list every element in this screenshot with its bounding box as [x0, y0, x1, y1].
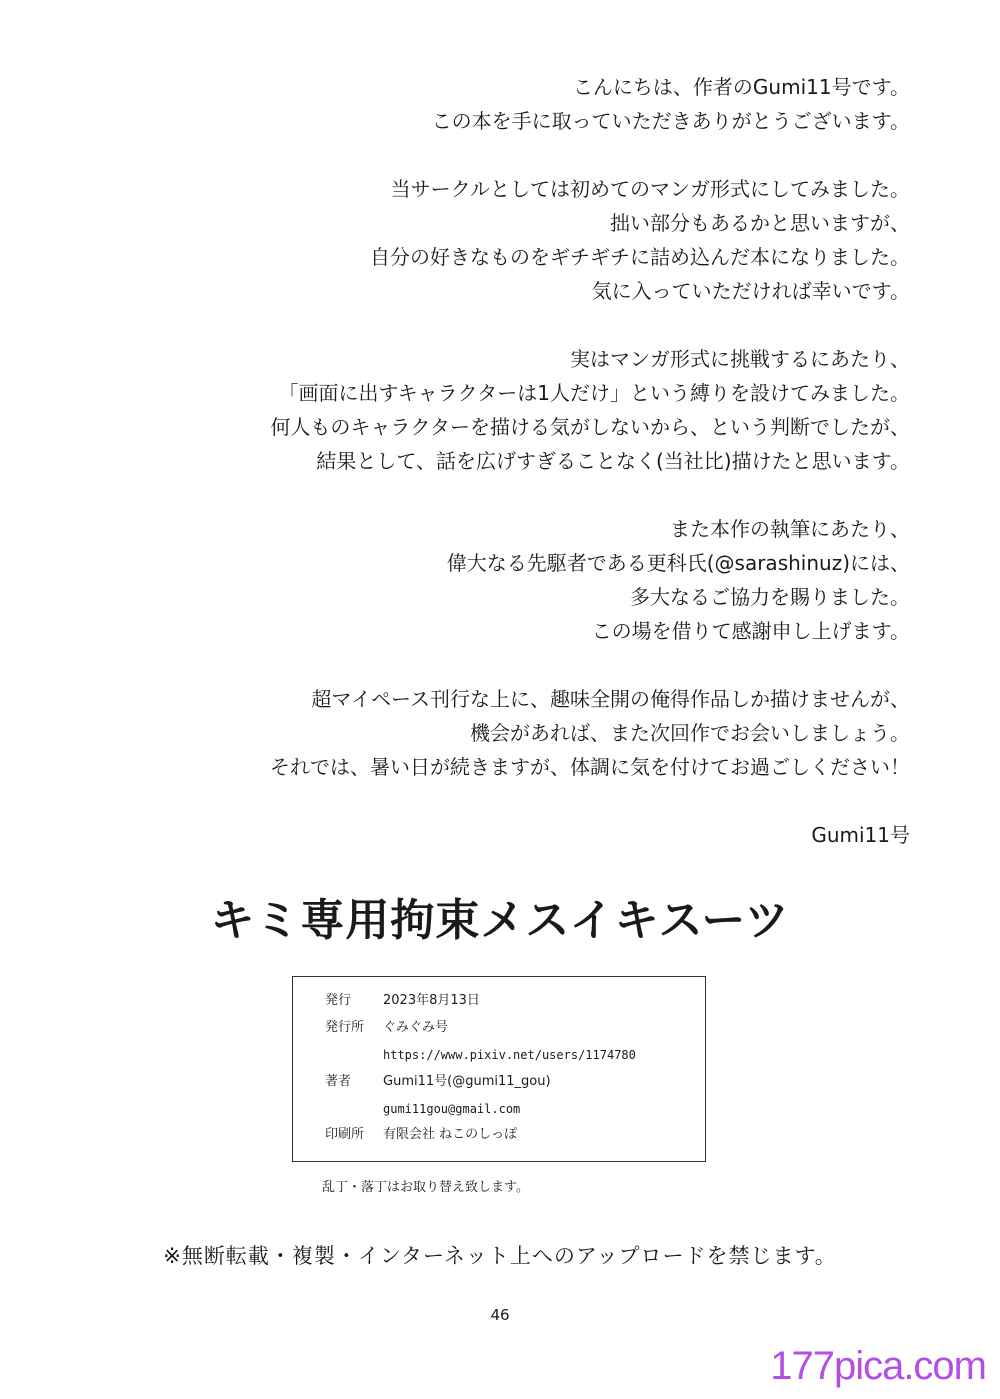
published-value: 2023年8月13日: [383, 993, 480, 1008]
colophon-row-printer: [325, 1123, 517, 1147]
afterword-line: 何人ものキャラクターを描ける気がしないから、という判断でしたが、: [270, 415, 910, 439]
afterword-paragraph-3: [50, 342, 910, 478]
colophon-row-url: [325, 1043, 636, 1067]
afterword-line: また本作の執筆にあたり、: [670, 517, 910, 541]
afterword-line: 「画面に出すキャラクターは1人だけ」という縛りを設けてみました。: [278, 381, 910, 405]
colophon-row-author: [325, 1070, 551, 1094]
afterword-paragraph-5: [50, 682, 910, 784]
colophon-note: 乱丁・落丁はお取り替え致します。: [322, 1180, 529, 1195]
publisher-url[interactable]: https://www.pixiv.net/users/1174780: [383, 1048, 636, 1062]
colophon-row-publisher: [325, 1016, 448, 1040]
colophon-row-published: [325, 989, 480, 1013]
afterword-line: 当サークルとしては初めてのマンガ形式にしてみました。: [390, 177, 910, 201]
publisher-label: 発行所: [325, 1020, 365, 1035]
afterword-line: この場を借りて感謝申し上げます。: [591, 619, 910, 643]
author-value: Gumi11号(@gumi11_gou): [383, 1074, 551, 1089]
author-label: 著者: [325, 1074, 352, 1089]
afterword-line: 多大なるご協力を賜りました。: [630, 585, 910, 609]
afterword-line: 機会があれば、また次回作でお会いしましょう。: [470, 721, 910, 745]
afterword-paragraph-1: [50, 70, 910, 138]
author-email[interactable]: gumi11gou@gmail.com: [383, 1102, 521, 1116]
colophon-row-email: [325, 1097, 520, 1121]
printer-value: 有限会社 ねこのしっぽ: [383, 1127, 518, 1142]
afterword-line: 超マイペース刊行な上に、趣味全開の俺得作品しか描けませんが、: [311, 687, 910, 711]
prohibition-notice: ※無断転載・複製・インターネット上へのアップロードを禁じます。: [163, 1244, 837, 1268]
afterword-line: 結果として、話を広げすぎることなく(当社比)描けたと思います。: [316, 449, 910, 473]
afterword-line: こんにちは、作者のGumi11号です。: [572, 75, 910, 99]
colophon-box: [292, 976, 706, 1162]
printer-label: 印刷所: [325, 1127, 365, 1142]
afterword-line: 気に入っていただければ幸いです。: [591, 279, 910, 303]
afterword-paragraph-4: [50, 512, 910, 648]
afterword-line: 拙い部分もあるかと思いますが、: [610, 211, 910, 235]
watermark-logo: 177pica.com: [770, 1344, 986, 1388]
afterword-line: 実はマンガ形式に挑戦するにあたり、: [570, 347, 910, 371]
afterword-line: それでは、暑い日が続きますが、体調に気を付けてお過ごしください！: [270, 755, 910, 779]
afterword: [50, 70, 910, 852]
afterword-paragraph-2: [50, 172, 910, 308]
afterword-line: この本を手に取っていただきありがとうございます。: [431, 109, 910, 133]
book-title: キミ専用拘束メスイキスーツ: [210, 895, 790, 946]
afterword-line: 自分の好きなものをギチギチに詰め込んだ本になりました。: [370, 245, 910, 269]
page-number: 46: [490, 1306, 510, 1324]
publisher-value: ぐみぐみ号: [383, 1020, 449, 1035]
afterword-line: 偉大なる先駆者である更科氏(@sarashinuz)には、: [446, 551, 910, 575]
signature: Gumi11号: [811, 823, 910, 847]
published-label: 発行: [325, 993, 352, 1008]
